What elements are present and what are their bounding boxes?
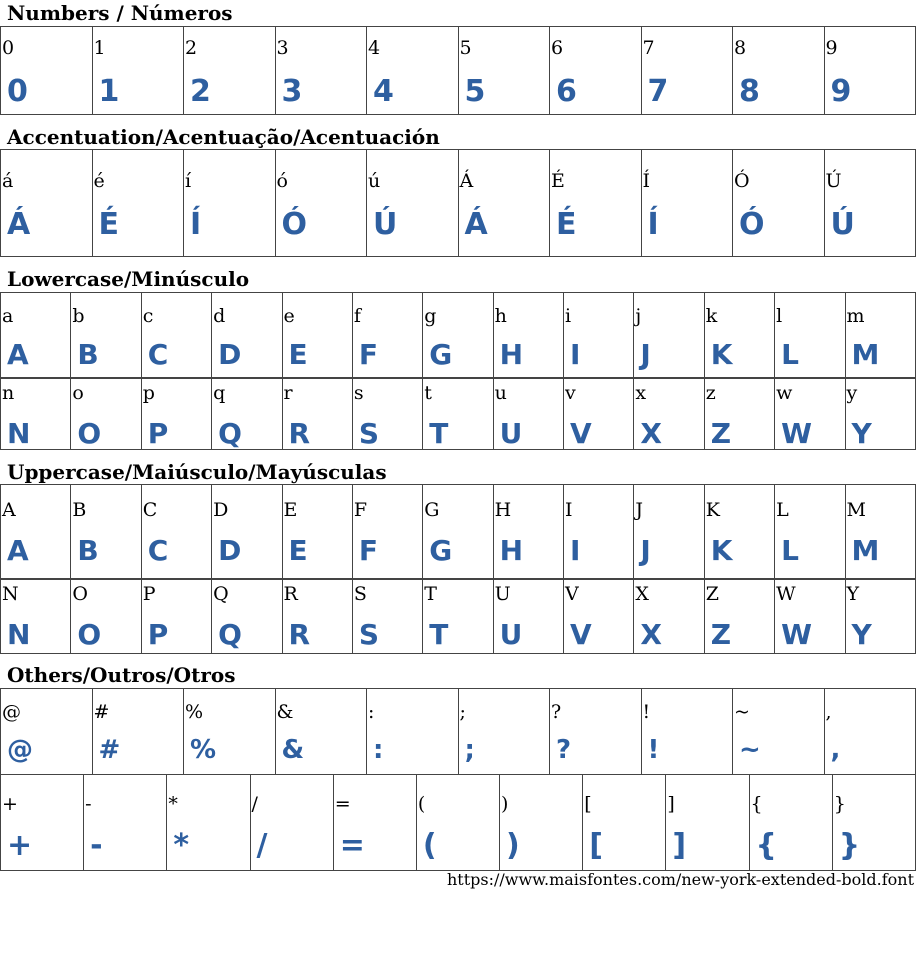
glyph-label: Ú [825,170,842,192]
glyph-cell [211,578,282,654]
glyph-cell [641,26,734,115]
glyph-sample: Á [7,207,31,242]
glyph-cell [563,578,634,654]
glyph-sample: Q [218,417,242,450]
glyph-label: q [213,382,226,404]
glyph-label: W [776,583,796,605]
glyph-cell [633,292,704,379]
glyph-cell [211,292,282,379]
glyph-sample: A [7,534,29,567]
section-title-numbers: Numbers / Números [7,1,233,25]
glyph-sample: 1 [98,74,120,109]
glyph-cell [499,774,583,871]
glyph-sample: I [570,338,581,371]
glyph-cell [458,688,551,775]
section-title-accents: Accentuation/Acentuação/Acentuación [7,125,440,149]
glyph-label: p [142,382,155,404]
glyph-sample: X [640,417,662,450]
glyph-sample: - [90,828,103,863]
glyph-label: G [424,499,440,521]
glyph-label: Ó [734,170,750,192]
glyph-label: B [72,499,87,521]
glyph-cell [493,292,564,379]
glyph-sample: F [358,534,379,567]
glyph-sample: Y [851,417,872,450]
glyph-cell [70,578,141,654]
glyph-sample: 3 [281,74,303,109]
glyph-sample: Z [710,417,732,450]
glyph-sample: Ú [373,207,398,242]
glyph-cell [563,484,634,580]
glyph-label: [ [584,793,592,815]
glyph-sample: G [429,534,453,567]
glyph-label: í [185,170,192,192]
glyph-label: 7 [642,37,655,59]
glyph-label: z [705,382,716,404]
glyph-label: g [424,305,437,327]
glyph-label: * [168,793,178,815]
glyph-cell [282,377,353,450]
glyph-cell [211,484,282,580]
glyph-label: J [635,499,643,521]
glyph-cell [366,26,459,115]
glyph-sample: % [190,735,217,765]
glyph-cell [0,292,71,379]
glyph-sample: ~ [739,735,761,765]
glyph-label: L [776,499,789,521]
glyph-sample: H [499,338,524,371]
glyph-label: # [93,701,110,723]
glyph-cell [211,377,282,450]
glyph-cell [92,26,185,115]
glyph-cell [275,688,368,775]
glyph-sample: É [556,207,577,242]
glyph-sample: J [640,534,651,567]
glyph-label: / [251,793,258,815]
glyph-label: , [825,701,832,723]
glyph-cell [665,774,749,871]
glyph-cell [458,149,551,257]
lowercase-grid-row1 [0,292,916,379]
glyph-cell [493,578,564,654]
glyph-sample: M [851,338,880,371]
glyph-cell [0,26,93,115]
accents-grid [0,149,916,257]
glyph-label: á [2,170,14,192]
glyph-sample: P [147,618,169,651]
glyph-cell [774,578,845,654]
glyph-label: = [334,793,351,815]
glyph-sample: ! [647,735,660,765]
glyph-label: Z [705,583,719,605]
glyph-label: v [565,382,576,404]
glyph-sample: } [838,828,861,863]
glyph-label: t [424,382,432,404]
glyph-sample: D [218,338,242,371]
glyph-cell [141,484,212,580]
glyph-cell [92,149,185,257]
glyph-sample: L [781,338,799,371]
glyph-label: ] [667,793,675,815]
glyph-cell [774,292,845,379]
glyph-label: - [85,793,92,815]
glyph-cell [633,484,704,580]
glyph-cell [732,26,825,115]
glyph-sample: Ó [281,207,308,242]
glyph-cell [704,484,775,580]
glyph-sample: 2 [190,74,211,109]
numbers-grid [0,26,916,115]
glyph-label: Y [846,583,860,605]
glyph-label: u [494,382,507,404]
glyph-cell [333,774,417,871]
glyph-label: ! [642,701,651,723]
glyph-label: r [283,382,293,404]
glyph-sample: + [7,828,33,863]
glyph-cell [422,292,493,379]
glyph-label: A [2,499,16,521]
glyph-cell [0,688,93,775]
glyph-label: n [2,382,15,404]
glyph-cell [166,774,250,871]
glyph-cell [352,578,423,654]
glyph-label: ó [276,170,288,192]
glyph-label: ; [459,701,466,723]
glyph-cell [70,484,141,580]
glyph-cell [70,292,141,379]
glyph-label: É [551,170,565,192]
glyph-label: i [565,305,572,327]
glyph-sample: ] [672,828,687,863]
glyph-sample: & [281,735,305,765]
glyph-label: j [635,305,642,327]
glyph-cell [141,377,212,450]
glyph-label: P [142,583,156,605]
glyph-sample: V [570,618,592,651]
glyph-sample: K [710,338,733,371]
glyph-cell [0,149,93,257]
glyph-label: e [283,305,295,327]
section-title-lowercase: Lowercase/Minúsculo [7,267,250,291]
others-grid-row2 [0,774,916,871]
glyph-sample: D [218,534,242,567]
glyph-sample: , [830,735,841,765]
glyph-label: @ [2,701,21,723]
glyph-label: é [93,170,105,192]
glyph-sample: B [77,338,99,371]
glyph-cell [493,484,564,580]
glyph-sample: É [98,207,119,242]
uppercase-grid-row2 [0,578,916,654]
glyph-label: l [776,305,783,327]
glyph-label: C [142,499,158,521]
glyph-sample: # [98,735,121,765]
glyph-cell [549,688,642,775]
glyph-sample: R [288,618,311,651]
section-title-others: Others/Outros/Otros [7,663,236,687]
glyph-label: + [2,793,18,815]
glyph-cell [732,688,825,775]
glyph-cell [563,292,634,379]
glyph-label: x [635,382,647,404]
glyph-sample: R [288,417,311,450]
glyph-sample: I [570,534,581,567]
glyph-label: % [185,701,204,723]
glyph-cell [633,377,704,450]
glyph-sample: T [429,618,449,651]
glyph-label: O [72,583,88,605]
glyph-label: V [565,583,579,605]
others-grid-row1 [0,688,916,775]
glyph-cell [92,688,185,775]
glyph-sample: ) [506,828,520,863]
glyph-sample: C [147,338,169,371]
footer-url-link[interactable]: https://www.maisfontes.com/new-york-extended-bold.font [447,870,914,889]
glyph-cell [582,774,666,871]
glyph-cell [832,774,916,871]
glyph-sample: A [7,338,29,371]
glyph-label: Í [642,170,651,192]
glyph-sample: S [358,618,380,651]
glyph-cell [0,578,71,654]
glyph-cell [141,292,212,379]
glyph-cell [0,377,71,450]
glyph-cell [422,578,493,654]
glyph-cell [282,578,353,654]
glyph-cell [275,26,368,115]
glyph-sample: * [173,828,190,863]
glyph-sample: 0 [7,74,28,109]
glyph-label: Q [213,583,229,605]
glyph-sample: { [755,828,777,863]
glyph-sample: ( [422,828,437,863]
glyph-cell [704,377,775,450]
glyph-cell [422,484,493,580]
glyph-sample: 4 [373,74,394,109]
glyph-label: d [213,305,226,327]
glyph-cell [0,774,84,871]
glyph-sample: U [499,618,523,651]
glyph-cell [416,774,500,871]
glyph-cell [749,774,833,871]
glyph-cell [458,26,551,115]
glyph-label: Á [459,170,474,192]
glyph-label: K [705,499,720,521]
glyph-label: } [833,793,846,815]
glyph-label: 6 [551,37,564,59]
glyph-sample: Í [647,207,659,242]
glyph-label: c [142,305,154,327]
glyph-sample: N [7,618,31,651]
glyph-sample: Z [710,618,732,651]
glyph-cell [250,774,334,871]
glyph-sample: 8 [739,74,760,109]
glyph-label: 3 [276,37,289,59]
glyph-sample: B [77,534,99,567]
glyph-label: F [353,499,368,521]
glyph-label: H [494,499,512,521]
glyph-sample: 5 [464,74,486,109]
glyph-label: X [635,583,649,605]
glyph-cell [352,484,423,580]
glyph-label: I [565,499,573,521]
glyph-cell [141,578,212,654]
glyph-cell [366,149,459,257]
glyph-cell [275,149,368,257]
glyph-sample: W [781,618,813,651]
glyph-cell [633,578,704,654]
glyph-label: 1 [93,37,106,59]
glyph-label: { [750,793,763,815]
glyph-cell [352,292,423,379]
glyph-sample: X [640,618,662,651]
glyph-cell [352,377,423,450]
glyph-sample: 7 [647,74,669,109]
glyph-sample: Ó [739,207,765,242]
glyph-label: 8 [734,37,747,59]
glyph-label: 4 [368,37,381,59]
glyph-sample: V [570,417,592,450]
glyph-cell [70,377,141,450]
glyph-cell [704,578,775,654]
glyph-cell [282,484,353,580]
glyph-label: b [72,305,85,327]
glyph-sample: 9 [830,74,852,109]
glyph-label: 9 [825,37,838,59]
glyph-label: o [72,382,84,404]
glyph-sample: N [7,417,31,450]
glyph-cell [183,149,276,257]
glyph-sample: P [147,417,169,450]
glyph-label: y [846,382,858,404]
glyph-sample: U [499,417,523,450]
glyph-label: 0 [2,37,15,59]
glyph-label: ? [551,701,562,723]
glyph-label: M [846,499,866,521]
glyph-label: S [353,583,367,605]
glyph-sample: C [147,534,169,567]
glyph-label: 2 [185,37,198,59]
glyph-sample: F [358,338,379,371]
glyph-label: & [276,701,294,723]
glyph-label: h [494,305,507,327]
glyph-sample: E [288,338,308,371]
glyph-cell [704,292,775,379]
glyph-sample: J [640,338,651,371]
uppercase-grid-row1 [0,484,916,580]
glyph-sample: = [339,828,365,863]
glyph-cell [83,774,167,871]
glyph-cell [845,578,916,654]
glyph-sample: M [851,534,880,567]
glyph-label: a [2,305,14,327]
glyph-label: 5 [459,37,472,59]
glyph-sample: ; [464,735,475,765]
glyph-cell [845,377,916,450]
glyph-cell [183,26,276,115]
glyph-sample: : [373,735,384,765]
glyph-cell [366,688,459,775]
glyph-cell [641,688,734,775]
glyph-sample: O [77,618,102,651]
glyph-cell [563,377,634,450]
glyph-sample: Ú [830,207,855,242]
glyph-sample: O [77,417,102,450]
glyph-label: ú [368,170,381,192]
glyph-sample: G [429,338,453,371]
glyph-cell [845,484,916,580]
glyph-cell [824,688,916,775]
glyph-label: : [368,701,375,723]
glyph-cell [774,484,845,580]
glyph-cell [183,688,276,775]
glyph-label: ) [501,793,509,815]
glyph-label: E [283,499,298,521]
glyph-sample: Í [190,207,202,242]
glyph-cell [845,292,916,379]
glyph-cell [549,149,642,257]
glyph-label: U [494,583,511,605]
glyph-cell [493,377,564,450]
glyph-label: s [353,382,364,404]
section-title-uppercase: Uppercase/Maiúsculo/Mayúsculas [7,460,387,484]
glyph-label: ~ [734,701,750,723]
glyph-sample: K [710,534,733,567]
glyph-cell [774,377,845,450]
glyph-label: R [283,583,298,605]
glyph-label: N [2,583,19,605]
glyph-sample: E [288,534,308,567]
glyph-label: w [776,382,793,404]
glyph-label: m [846,305,865,327]
glyph-label: f [353,305,361,327]
glyph-sample: L [781,534,799,567]
glyph-sample: Y [851,618,872,651]
glyph-sample: W [781,417,813,450]
glyph-label: k [705,305,718,327]
glyph-cell [732,149,825,257]
glyph-sample: S [358,417,380,450]
glyph-sample: Á [464,207,488,242]
glyph-cell [549,26,642,115]
glyph-cell [0,484,71,580]
lowercase-grid-row2 [0,377,916,450]
glyph-sample: H [499,534,524,567]
glyph-cell [641,149,734,257]
glyph-cell [282,292,353,379]
glyph-label: D [213,499,229,521]
glyph-label: T [424,583,437,605]
glyph-sample: [ [589,828,603,863]
glyph-label: ( [417,793,426,815]
glyph-sample: Q [218,618,242,651]
glyph-sample: ? [556,735,572,765]
glyph-sample: @ [7,735,33,765]
glyph-sample: T [429,417,449,450]
glyph-cell [824,26,916,115]
glyph-sample: 6 [556,74,577,109]
glyph-cell [422,377,493,450]
glyph-cell [824,149,916,257]
glyph-sample: / [256,828,268,863]
